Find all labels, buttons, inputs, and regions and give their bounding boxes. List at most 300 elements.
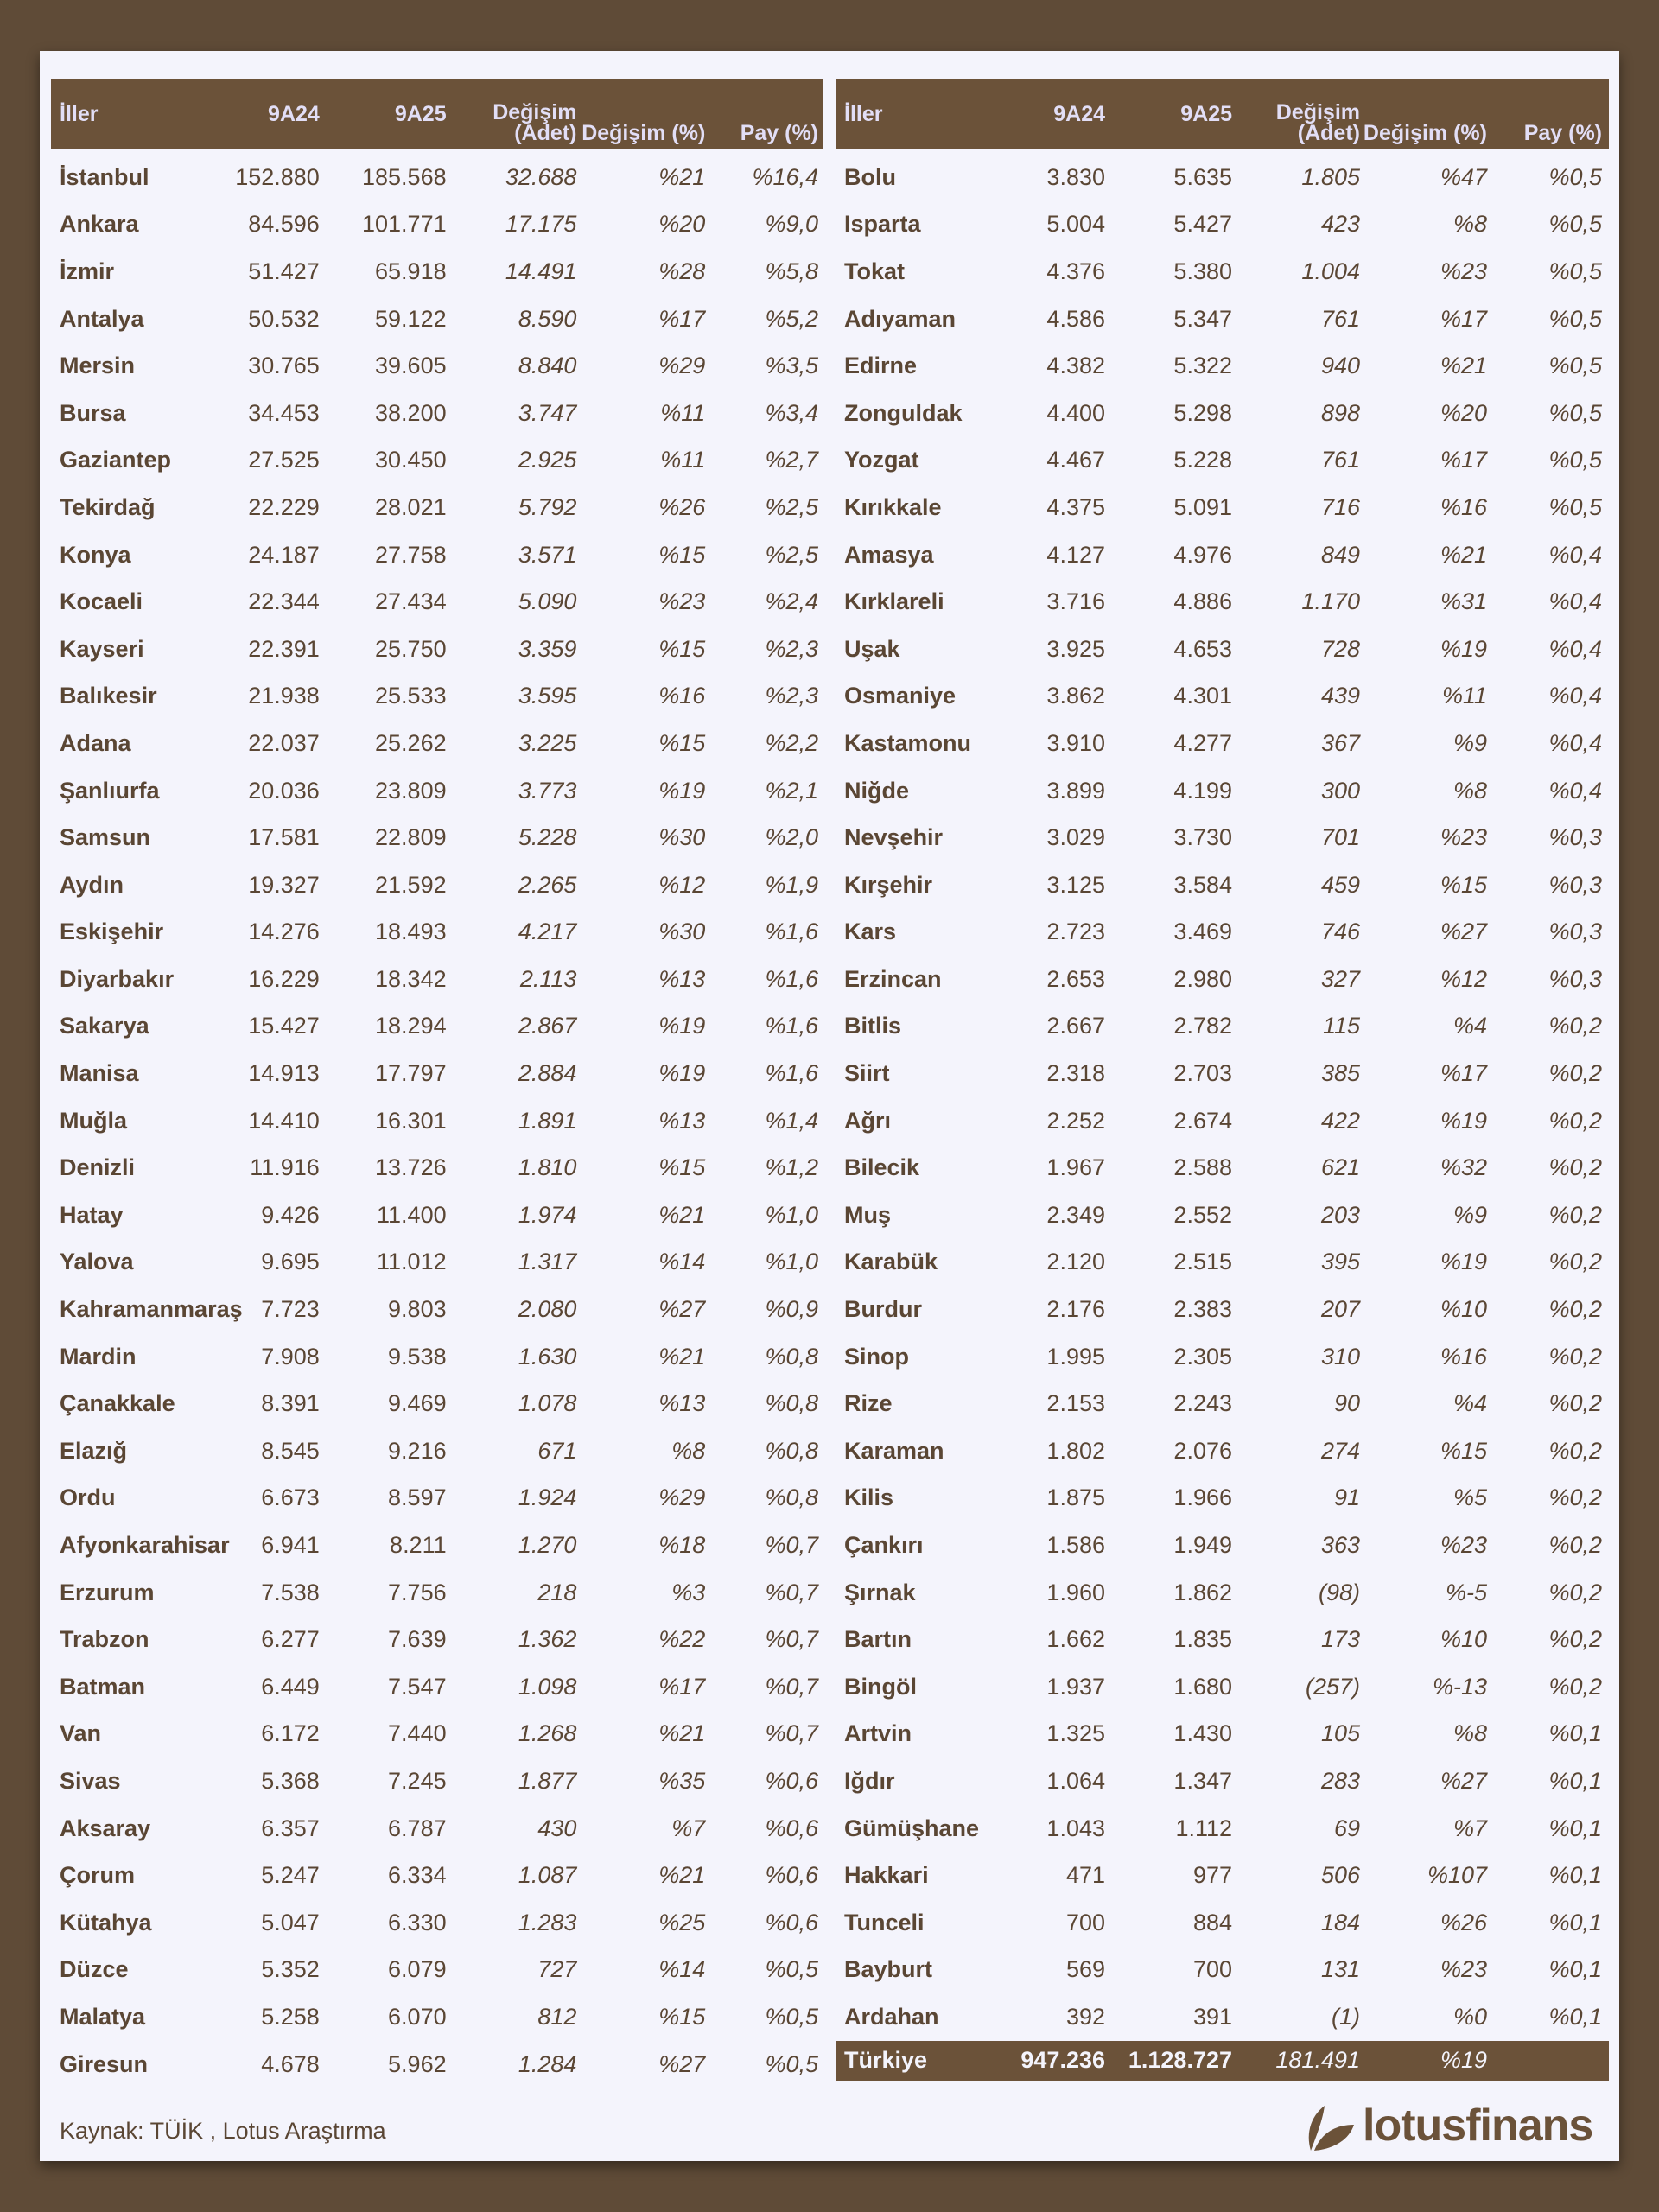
cell-y24: 7.723 xyxy=(261,1296,320,1323)
cell-name: Rize xyxy=(844,1390,893,1417)
table-row xyxy=(51,1616,823,1663)
cell-name: Van xyxy=(60,1720,102,1747)
header-change-count: Değişim (Adet) xyxy=(1232,79,1360,149)
header-9a25: 9A25 xyxy=(320,79,447,149)
logo-text: lotusfinans xyxy=(1363,2101,1593,2151)
table-row xyxy=(51,767,823,815)
cell-pay: %0,2 xyxy=(1548,1484,1602,1511)
cell-y25: 4.301 xyxy=(1173,683,1232,709)
cell-adet: 1.877 xyxy=(518,1767,577,1794)
cell-y25: 2.076 xyxy=(1173,1437,1232,1464)
cell-pay: %0,2 xyxy=(1548,1296,1602,1323)
table-row xyxy=(836,1144,1609,1192)
cell-name: Nevşehir xyxy=(844,824,944,851)
table-row xyxy=(836,1286,1609,1333)
cell-pct: %17 xyxy=(658,1673,706,1700)
cell-pct: %27 xyxy=(658,1296,706,1323)
cell-name: Ankara xyxy=(60,211,139,238)
cell-adet: 363 xyxy=(1320,1532,1360,1559)
cell-y25: 6.334 xyxy=(388,1862,447,1889)
cell-pay: %1,9 xyxy=(765,871,818,898)
cell-name: Bayburt xyxy=(844,1956,933,1983)
cell-pay: %0,7 xyxy=(765,1673,818,1700)
cell-pay: %0,8 xyxy=(765,1484,818,1511)
cell-pct: %19 xyxy=(658,1060,706,1087)
cell-pay: %0,5 xyxy=(1548,493,1602,520)
cell-name: Batman xyxy=(60,1673,146,1700)
table-row xyxy=(51,484,823,531)
cell-pay: %0,5 xyxy=(1548,353,1602,379)
cell-y24: 3.862 xyxy=(1046,683,1105,709)
cell-pct: %19 xyxy=(1440,1249,1487,1275)
cell-name: Tekirdağ xyxy=(60,493,156,520)
cell-pay: %0,3 xyxy=(1548,871,1602,898)
cell-name: Mersin xyxy=(60,353,136,379)
provinces-table-right xyxy=(836,79,1609,2081)
cell-adet: 207 xyxy=(1320,1296,1360,1323)
cell-pay: %0,2 xyxy=(1548,1154,1602,1181)
cell-adet: 812 xyxy=(537,2003,577,2030)
cell-y24: 2.667 xyxy=(1046,1013,1105,1039)
cell-adet: 69 xyxy=(1333,1815,1360,1841)
cell-name: Malatya xyxy=(60,2003,146,2030)
cell-name: Adana xyxy=(60,729,131,756)
cell-y24: 22.229 xyxy=(248,493,320,520)
cell-name: İzmir xyxy=(60,257,115,284)
cell-y24: 5.258 xyxy=(261,2003,320,2030)
cell-pay: %0,2 xyxy=(1548,1013,1602,1039)
cell-y25: 977 xyxy=(1192,1862,1232,1889)
cell-y25: 2.243 xyxy=(1173,1390,1232,1417)
table-row xyxy=(836,1475,1609,1522)
cell-name: Iğdır xyxy=(844,1767,895,1794)
cell-name: Kayseri xyxy=(60,635,144,662)
table-row xyxy=(51,1711,823,1758)
cell-pct: %30 xyxy=(658,824,706,851)
cell-y24: 4.382 xyxy=(1046,353,1105,379)
cell-name: Ardahan xyxy=(844,2003,939,2030)
cell-y24: 6.941 xyxy=(261,1532,320,1559)
cell-y24: 22.391 xyxy=(248,635,320,662)
cell-y25: 5.962 xyxy=(388,2050,447,2077)
cell-adet: 115 xyxy=(1322,1013,1360,1039)
cell-y25: 884 xyxy=(1192,1909,1232,1936)
cell-y25: 4.277 xyxy=(1173,729,1232,756)
cell-adet: 2.884 xyxy=(518,1060,577,1087)
cell-name: Adıyaman xyxy=(844,305,957,332)
leaf-icon xyxy=(1306,2099,1356,2152)
cell-pct: %-5 xyxy=(1445,1579,1487,1605)
cell-adet: 1.284 xyxy=(518,2050,577,2077)
table-row xyxy=(51,149,823,201)
cell-pay: %0,3 xyxy=(1548,965,1602,992)
cell-y24: 3.925 xyxy=(1046,635,1105,662)
cell-adet: 1.170 xyxy=(1301,588,1360,615)
cell-name: Konya xyxy=(60,541,131,568)
cell-adet: 131 xyxy=(1320,1956,1360,1983)
table-row xyxy=(51,673,823,721)
cell-y25: 39.605 xyxy=(375,353,447,379)
table-row xyxy=(51,1192,823,1239)
table-row xyxy=(836,1380,1609,1427)
cell-y24: 4.127 xyxy=(1046,541,1105,568)
total-y24: 947.236 xyxy=(1017,2041,1105,2081)
cell-y24: 30.765 xyxy=(248,353,320,379)
cell-name: Sakarya xyxy=(60,1013,149,1039)
table-row xyxy=(836,390,1609,437)
cell-y24: 1.995 xyxy=(1046,1343,1105,1370)
cell-pct: %107 xyxy=(1427,1862,1487,1889)
cell-adet: 367 xyxy=(1320,729,1360,756)
table-row xyxy=(836,673,1609,721)
cell-y25: 22.809 xyxy=(375,824,447,851)
cell-y25: 4.976 xyxy=(1173,541,1232,568)
cell-pct: %22 xyxy=(658,1626,706,1653)
cell-name: Çanakkale xyxy=(60,1390,175,1417)
header-change-count: Değişim (Adet) xyxy=(447,79,577,149)
cell-pay: %2,7 xyxy=(765,447,818,474)
cell-y25: 25.750 xyxy=(375,635,447,662)
cell-pct: %15 xyxy=(1440,1437,1487,1464)
cell-y25: 8.211 xyxy=(390,1532,447,1559)
cell-y25: 2.515 xyxy=(1173,1249,1232,1275)
cell-y25: 2.674 xyxy=(1173,1107,1232,1134)
cell-pct: %29 xyxy=(658,353,706,379)
table-row xyxy=(836,626,1609,673)
cell-y24: 392 xyxy=(1065,2003,1105,2030)
cell-pct: %7 xyxy=(671,1815,706,1841)
cell-adet: 1.805 xyxy=(1301,163,1360,190)
cell-y24: 24.187 xyxy=(248,541,320,568)
cell-name: İstanbul xyxy=(60,163,149,190)
cell-pay: %2,4 xyxy=(765,588,818,615)
cell-adet: 91 xyxy=(1333,1484,1360,1511)
cell-y25: 2.383 xyxy=(1173,1296,1232,1323)
table-row xyxy=(836,149,1609,201)
table-row xyxy=(51,720,823,767)
cell-pct: %4 xyxy=(1452,1390,1487,1417)
total-pct: %19 xyxy=(1360,2041,1487,2081)
table-row xyxy=(51,1239,823,1287)
cell-y24: 4.400 xyxy=(1046,399,1105,426)
cell-name: Karabük xyxy=(844,1249,938,1275)
cell-pct: %28 xyxy=(658,257,706,284)
cell-name: Çankırı xyxy=(844,1532,924,1559)
cell-name: Karaman xyxy=(844,1437,944,1464)
cell-y25: 9.538 xyxy=(388,1343,447,1370)
cell-pct: %17 xyxy=(1440,447,1487,474)
cell-pay: %0,1 xyxy=(1548,1767,1602,1794)
cell-name: Kırklareli xyxy=(844,588,944,615)
cell-y24: 2.153 xyxy=(1046,1390,1105,1417)
cell-adet: 173 xyxy=(1320,1626,1360,1653)
cell-name: Şırnak xyxy=(844,1579,916,1605)
cell-y25: 16.301 xyxy=(375,1107,447,1134)
total-row xyxy=(836,2041,1609,2081)
cell-y24: 2.318 xyxy=(1046,1060,1105,1087)
cell-pay: %2,2 xyxy=(765,729,818,756)
cell-adet: 1.810 xyxy=(518,1154,577,1181)
cell-name: Sivas xyxy=(60,1767,121,1794)
cell-adet: 2.080 xyxy=(518,1296,577,1323)
cell-pay: %0,6 xyxy=(765,1767,818,1794)
cell-adet: 5.090 xyxy=(518,588,577,615)
cell-adet: 761 xyxy=(1320,447,1360,474)
cell-pay: %0,1 xyxy=(1548,1956,1602,1983)
cell-y24: 3.899 xyxy=(1046,777,1105,804)
cell-name: Kırıkkale xyxy=(844,493,942,520)
cell-name: Tokat xyxy=(844,257,906,284)
cell-adet: (257) xyxy=(1305,1673,1360,1700)
cell-pay: %0,8 xyxy=(765,1437,818,1464)
cell-pct: %17 xyxy=(658,305,706,332)
cell-name: Niğde xyxy=(844,777,910,804)
cell-y24: 6.357 xyxy=(261,1815,320,1841)
cell-y24: 3.910 xyxy=(1046,729,1105,756)
cell-adet: 327 xyxy=(1320,965,1360,992)
cell-pct: %15 xyxy=(658,1154,706,1181)
cell-pay: %2,1 xyxy=(765,777,818,804)
table-row xyxy=(836,720,1609,767)
cell-pay: %9,0 xyxy=(765,211,818,238)
table-row xyxy=(836,1239,1609,1287)
table-row xyxy=(836,578,1609,626)
cell-pct: %25 xyxy=(658,1909,706,1936)
cell-pay: %0,3 xyxy=(1548,824,1602,851)
cell-adet: 184 xyxy=(1320,1909,1360,1936)
table-row xyxy=(51,1333,823,1381)
cell-name: Yalova xyxy=(60,1249,134,1275)
cell-y25: 5.347 xyxy=(1173,305,1232,332)
cell-pay: %0,3 xyxy=(1548,918,1602,945)
cell-name: Uşak xyxy=(844,635,900,662)
cell-y24: 7.538 xyxy=(261,1579,320,1605)
cell-y24: 6.172 xyxy=(261,1720,320,1747)
cell-adet: 300 xyxy=(1320,777,1360,804)
cell-y24: 84.596 xyxy=(248,211,320,238)
cell-y24: 471 xyxy=(1065,1862,1105,1889)
table-row xyxy=(836,1993,1609,2041)
cell-pay: %2,0 xyxy=(765,824,818,851)
cell-name: Trabzon xyxy=(60,1626,149,1653)
cell-pct: %23 xyxy=(1440,1532,1487,1559)
cell-pct: %17 xyxy=(1440,305,1487,332)
table-row xyxy=(836,1333,1609,1381)
cell-adet: 8.840 xyxy=(518,353,577,379)
cell-pay: %0,5 xyxy=(1548,305,1602,332)
cell-pct: %21 xyxy=(658,163,706,190)
cell-y25: 6.070 xyxy=(388,2003,447,2030)
cell-pay: %0,2 xyxy=(1548,1060,1602,1087)
cell-name: Samsun xyxy=(60,824,151,851)
cell-adet: 1.630 xyxy=(518,1343,577,1370)
cell-y25: 1.680 xyxy=(1173,1673,1232,1700)
cell-y25: 27.434 xyxy=(375,588,447,615)
cell-y24: 9.426 xyxy=(261,1201,320,1228)
cell-pay: %0,2 xyxy=(1548,1107,1602,1134)
cell-pct: %0 xyxy=(1452,2003,1487,2030)
table-row xyxy=(51,1475,823,1522)
cell-pct: %4 xyxy=(1452,1013,1487,1039)
cell-y25: 4.886 xyxy=(1173,588,1232,615)
cell-y24: 2.349 xyxy=(1046,1201,1105,1228)
cell-adet: 621 xyxy=(1320,1154,1360,1181)
cell-y24: 17.581 xyxy=(248,824,320,851)
table-row xyxy=(836,248,1609,296)
cell-name: Şanlıurfa xyxy=(60,777,160,804)
cell-name: Hatay xyxy=(60,1201,124,1228)
cell-name: Mardin xyxy=(60,1343,137,1370)
table-row xyxy=(51,1144,823,1192)
cell-pct: %27 xyxy=(1440,1767,1487,1794)
cell-pay: %0,1 xyxy=(1548,1862,1602,1889)
cell-adet: 1.974 xyxy=(518,1201,577,1228)
cell-name: Aydın xyxy=(60,871,124,898)
cell-y24: 5.047 xyxy=(261,1909,320,1936)
cell-pct: %9 xyxy=(1452,1201,1487,1228)
cell-adet: 728 xyxy=(1320,635,1360,662)
cell-adet: 5.228 xyxy=(518,824,577,851)
cell-pay: %0,5 xyxy=(1548,211,1602,238)
cell-y25: 6.079 xyxy=(388,1956,447,1983)
cell-name: Elazığ xyxy=(60,1437,128,1464)
table-row xyxy=(836,531,1609,579)
cell-pct: %21 xyxy=(658,1343,706,1370)
cell-name: Isparta xyxy=(844,211,921,238)
cell-name: Çorum xyxy=(60,1862,135,1889)
cell-pct: %15 xyxy=(658,729,706,756)
cell-y24: 4.376 xyxy=(1046,257,1105,284)
cell-adet: 849 xyxy=(1320,541,1360,568)
cell-pct: %13 xyxy=(658,1390,706,1417)
cell-adet: 3.595 xyxy=(518,683,577,709)
cell-adet: 430 xyxy=(537,1815,577,1841)
cell-pay: %1,6 xyxy=(765,1013,818,1039)
cell-pay: %0,9 xyxy=(765,1296,818,1323)
cell-pct: %12 xyxy=(1440,965,1487,992)
cell-name: Muğla xyxy=(60,1107,127,1134)
cell-y24: 1.662 xyxy=(1046,1626,1105,1653)
cell-y24: 1.043 xyxy=(1046,1815,1105,1841)
cell-y25: 9.803 xyxy=(388,1296,447,1323)
cell-pay: %0,1 xyxy=(1548,1720,1602,1747)
cell-pct: %-13 xyxy=(1432,1673,1487,1700)
table-row xyxy=(51,201,823,249)
cell-adet: 1.087 xyxy=(518,1862,577,1889)
cell-y24: 3.029 xyxy=(1046,824,1105,851)
cell-name: Balıkesir xyxy=(60,683,157,709)
cell-y24: 9.695 xyxy=(261,1249,320,1275)
header-9a24: 9A24 xyxy=(1017,79,1105,149)
cell-y24: 50.532 xyxy=(248,305,320,332)
table-row xyxy=(51,909,823,957)
table-row xyxy=(836,1522,1609,1569)
cell-y24: 1.802 xyxy=(1046,1437,1105,1464)
cell-y25: 21.592 xyxy=(375,871,447,898)
cell-pct: %13 xyxy=(658,965,706,992)
table-row xyxy=(51,578,823,626)
cell-y25: 2.980 xyxy=(1173,965,1232,992)
table-header xyxy=(51,79,823,149)
cell-y24: 1.325 xyxy=(1046,1720,1105,1747)
cell-name: Kastamonu xyxy=(844,729,972,756)
cell-pay: %2,5 xyxy=(765,493,818,520)
table-row xyxy=(51,1663,823,1711)
cell-y25: 1.966 xyxy=(1173,1484,1232,1511)
cell-pay: %0,5 xyxy=(1548,399,1602,426)
cell-y24: 2.723 xyxy=(1046,918,1105,945)
cell-pay: %3,5 xyxy=(765,353,818,379)
cell-pct: %21 xyxy=(1440,353,1487,379)
cell-pct: %32 xyxy=(1440,1154,1487,1181)
cell-y24: 1.960 xyxy=(1046,1579,1105,1605)
cell-pct: %5 xyxy=(1452,1484,1487,1511)
cell-y24: 19.327 xyxy=(248,871,320,898)
cell-adet: 1.268 xyxy=(518,1720,577,1747)
cell-pct: %8 xyxy=(1452,1720,1487,1747)
cell-name: Erzincan xyxy=(844,965,942,992)
table-row xyxy=(836,861,1609,909)
cell-y25: 4.199 xyxy=(1173,777,1232,804)
total-y25: 1.128.727 xyxy=(1105,2041,1232,2081)
table-row xyxy=(51,437,823,485)
cell-pct: %15 xyxy=(658,541,706,568)
table-row xyxy=(51,1380,823,1427)
cell-pct: %21 xyxy=(1440,541,1487,568)
cell-pct: %16 xyxy=(658,683,706,709)
cell-pct: %13 xyxy=(658,1107,706,1134)
table-row xyxy=(51,342,823,390)
cell-pay: %0,2 xyxy=(1548,1249,1602,1275)
cell-y24: 11.916 xyxy=(250,1154,320,1181)
cell-pct: %19 xyxy=(1440,635,1487,662)
cell-adet: 105 xyxy=(1320,1720,1360,1747)
cell-name: Gümüşhane xyxy=(844,1815,980,1841)
cell-y24: 5.004 xyxy=(1046,211,1105,238)
cell-pct: %15 xyxy=(1440,871,1487,898)
table-row xyxy=(51,1993,823,2041)
cell-pct: %20 xyxy=(1440,399,1487,426)
cell-adet: 1.078 xyxy=(518,1390,577,1417)
table-row xyxy=(51,1522,823,1569)
table-row xyxy=(836,1947,1609,1994)
table-row xyxy=(836,1192,1609,1239)
cell-y24: 20.036 xyxy=(248,777,320,804)
cell-pct: %23 xyxy=(1440,824,1487,851)
cell-adet: 898 xyxy=(1320,399,1360,426)
cell-y25: 7.440 xyxy=(388,1720,447,1747)
cell-pay: %0,7 xyxy=(765,1626,818,1653)
cell-name: Hakkari xyxy=(844,1862,929,1889)
cell-y25: 3.469 xyxy=(1173,918,1232,945)
cell-y24: 34.453 xyxy=(248,399,320,426)
cell-adet: (1) xyxy=(1332,2003,1360,2030)
table-row xyxy=(51,1427,823,1475)
cell-y25: 101.771 xyxy=(362,211,447,238)
header-share: Pay (%) xyxy=(1487,79,1609,149)
cell-y25: 6.330 xyxy=(388,1909,447,1936)
cell-pct: %27 xyxy=(1440,918,1487,945)
table-row xyxy=(836,342,1609,390)
cell-y25: 1.430 xyxy=(1173,1720,1232,1747)
table-row xyxy=(51,1286,823,1333)
cell-name: Burdur xyxy=(844,1296,922,1323)
cell-y24: 1.586 xyxy=(1046,1532,1105,1559)
cell-adet: 701 xyxy=(1320,824,1360,851)
cell-pay: %1,2 xyxy=(765,1154,818,1181)
cell-y24: 22.344 xyxy=(248,588,320,615)
cell-adet: 746 xyxy=(1320,918,1360,945)
